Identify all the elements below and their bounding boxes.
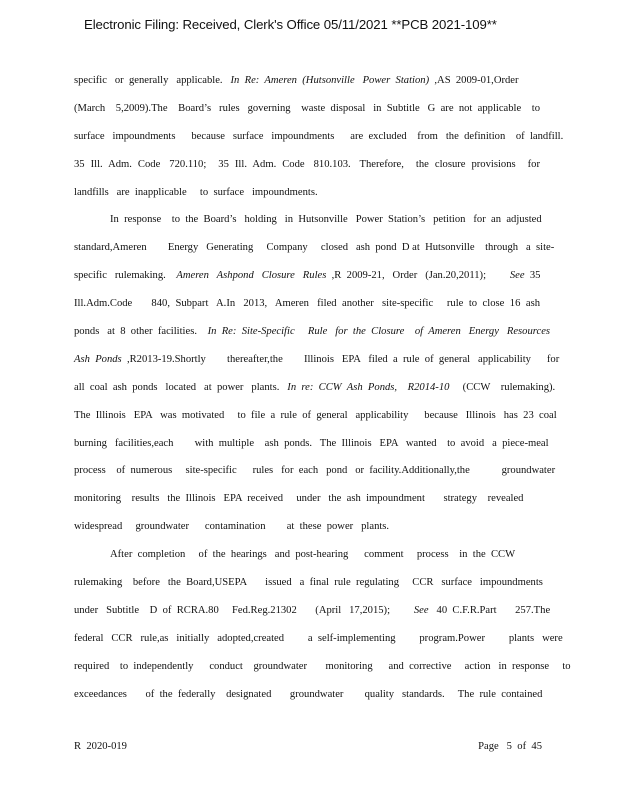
text-segment: See <box>509 270 525 282</box>
text-segment: rulemaking before the Board,USEPA issued a final rule regulating CCR surface impoundments <box>74 577 543 589</box>
text-segment: specific rulemaking. <box>74 270 177 282</box>
text-segment: (CCW rulemaking). <box>449 381 556 393</box>
footer-page-number: Page 5 of 45 <box>478 741 542 752</box>
text-segment: 40 C.F.R.Part 257.The <box>428 604 551 616</box>
text-line-4 <box>74 151 540 179</box>
text-line-3 <box>74 123 564 151</box>
text-line-12 <box>74 374 556 402</box>
text-segment: 35 <box>524 270 541 282</box>
efiling-stamp: Electronic Filing: Received, Clerk's Office 05/11/2021 **PCB 2021-109** <box>84 17 497 32</box>
document-body <box>74 67 571 708</box>
text-segment: specific or generally applicable. <box>74 75 231 86</box>
footer-docket-number: R 2020-019 <box>74 741 127 752</box>
text-segment: burning facilities,each with multiple ash ponds. The Illinois EPA wanted to avoid a piece-meal <box>74 437 549 449</box>
text-line-7 <box>74 234 555 262</box>
text-segment: process of numerous site-specific rules for each pond or facility.Additionally,the groundwater <box>74 465 556 477</box>
text-line-6 <box>74 206 540 234</box>
text-segment: under Subtitle D of RCRA.80 Fed.Reg.21302 (April 17,2015); <box>74 604 414 616</box>
text-segment: Ill.Adm.Code 840, Subpart A.In 2013, Ameren filed another site-specific rule to close 16 ash <box>74 298 540 310</box>
text-line-10 <box>74 318 551 346</box>
text-line-20 <box>74 597 551 625</box>
text-line-15 <box>74 457 556 485</box>
text-line-21 <box>74 625 563 653</box>
text-line-16 <box>74 485 540 513</box>
text-line-1 <box>74 67 540 95</box>
text-line-18 <box>74 541 540 569</box>
text-line-14 <box>74 430 549 458</box>
text-segment: federal CCR rule,as initially adopted,created a self-implementing program.Power plants were <box>74 632 563 644</box>
text-segment: In re: CCW Ash Ponds, R2014-10 <box>287 381 450 393</box>
text-segment: Ameren Ashpond Closure Rules <box>176 270 327 282</box>
text-segment: widespread groundwater contamination at these power plants. <box>74 521 390 533</box>
text-line-5 <box>74 179 540 207</box>
text-segment: Ash Ponds <box>74 353 122 365</box>
text-segment: The Illinois EPA was motivated to file a rule of general applicability because Illinois has 23 coal <box>74 409 557 421</box>
text-segment: 35 Ill. Adm. Code 720.110; 35 Ill. Adm. Code 810.103. Therefore, the closure provisions for <box>74 158 540 170</box>
text-line-22 <box>74 653 571 681</box>
text-line-19 <box>74 569 543 597</box>
text-segment: In Re: Site-Specific Rule for the Closure of Ameren Energy Resources <box>207 326 551 338</box>
text-line-13 <box>74 402 557 430</box>
text-segment: standard,Ameren Energy Generating Company closed ash pond D at Hutsonville through a site- <box>74 242 555 254</box>
text-segment: ,R2013-19.Shortly thereafter,the Illinois EPA filed a rule of general applicability for <box>121 353 560 365</box>
text-line-9 <box>74 290 540 318</box>
text-segment: (March 5,2009).The Board’s rules governing waste disposal in Subtitle G are not applicable to <box>74 102 541 114</box>
text-line-8 <box>74 262 540 290</box>
text-segment: ponds at 8 other facilities. <box>74 326 208 338</box>
text-segment: all coal ash ponds located at power plants. <box>74 381 288 393</box>
text-segment: required to independently conduct groundwater monitoring and corrective action in response to <box>74 660 571 672</box>
text-line-11 <box>74 346 560 374</box>
text-segment: monitoring results the Illinois EPA received under the ash impoundment strategy revealed <box>74 493 524 505</box>
text-segment: In response to the Board’s holding in Hutsonville Power Station’s petition for an adjusted <box>110 214 542 226</box>
text-line-17 <box>74 513 540 541</box>
text-line-23 <box>74 681 543 709</box>
text-line-2 <box>74 95 540 123</box>
text-segment: surface impoundments because surface impoundments are excluded from the definition of landfill. <box>74 130 564 142</box>
text-segment: See <box>413 604 429 616</box>
text-segment: ,R 2009-21, Order (Jan.20,2011); <box>326 270 510 282</box>
text-segment: exceedances of the federally designated groundwater quality standards. The rule contained <box>74 688 543 700</box>
text-segment: ,AS 2009-01,Order <box>429 75 519 86</box>
text-segment: After completion of the hearings and post-hearing comment process in the CCW <box>110 549 516 561</box>
text-segment: landfills are inapplicable to surface impoundments. <box>74 186 318 198</box>
text-segment: In Re: Ameren (Hutsonville Power Station) <box>230 75 430 86</box>
